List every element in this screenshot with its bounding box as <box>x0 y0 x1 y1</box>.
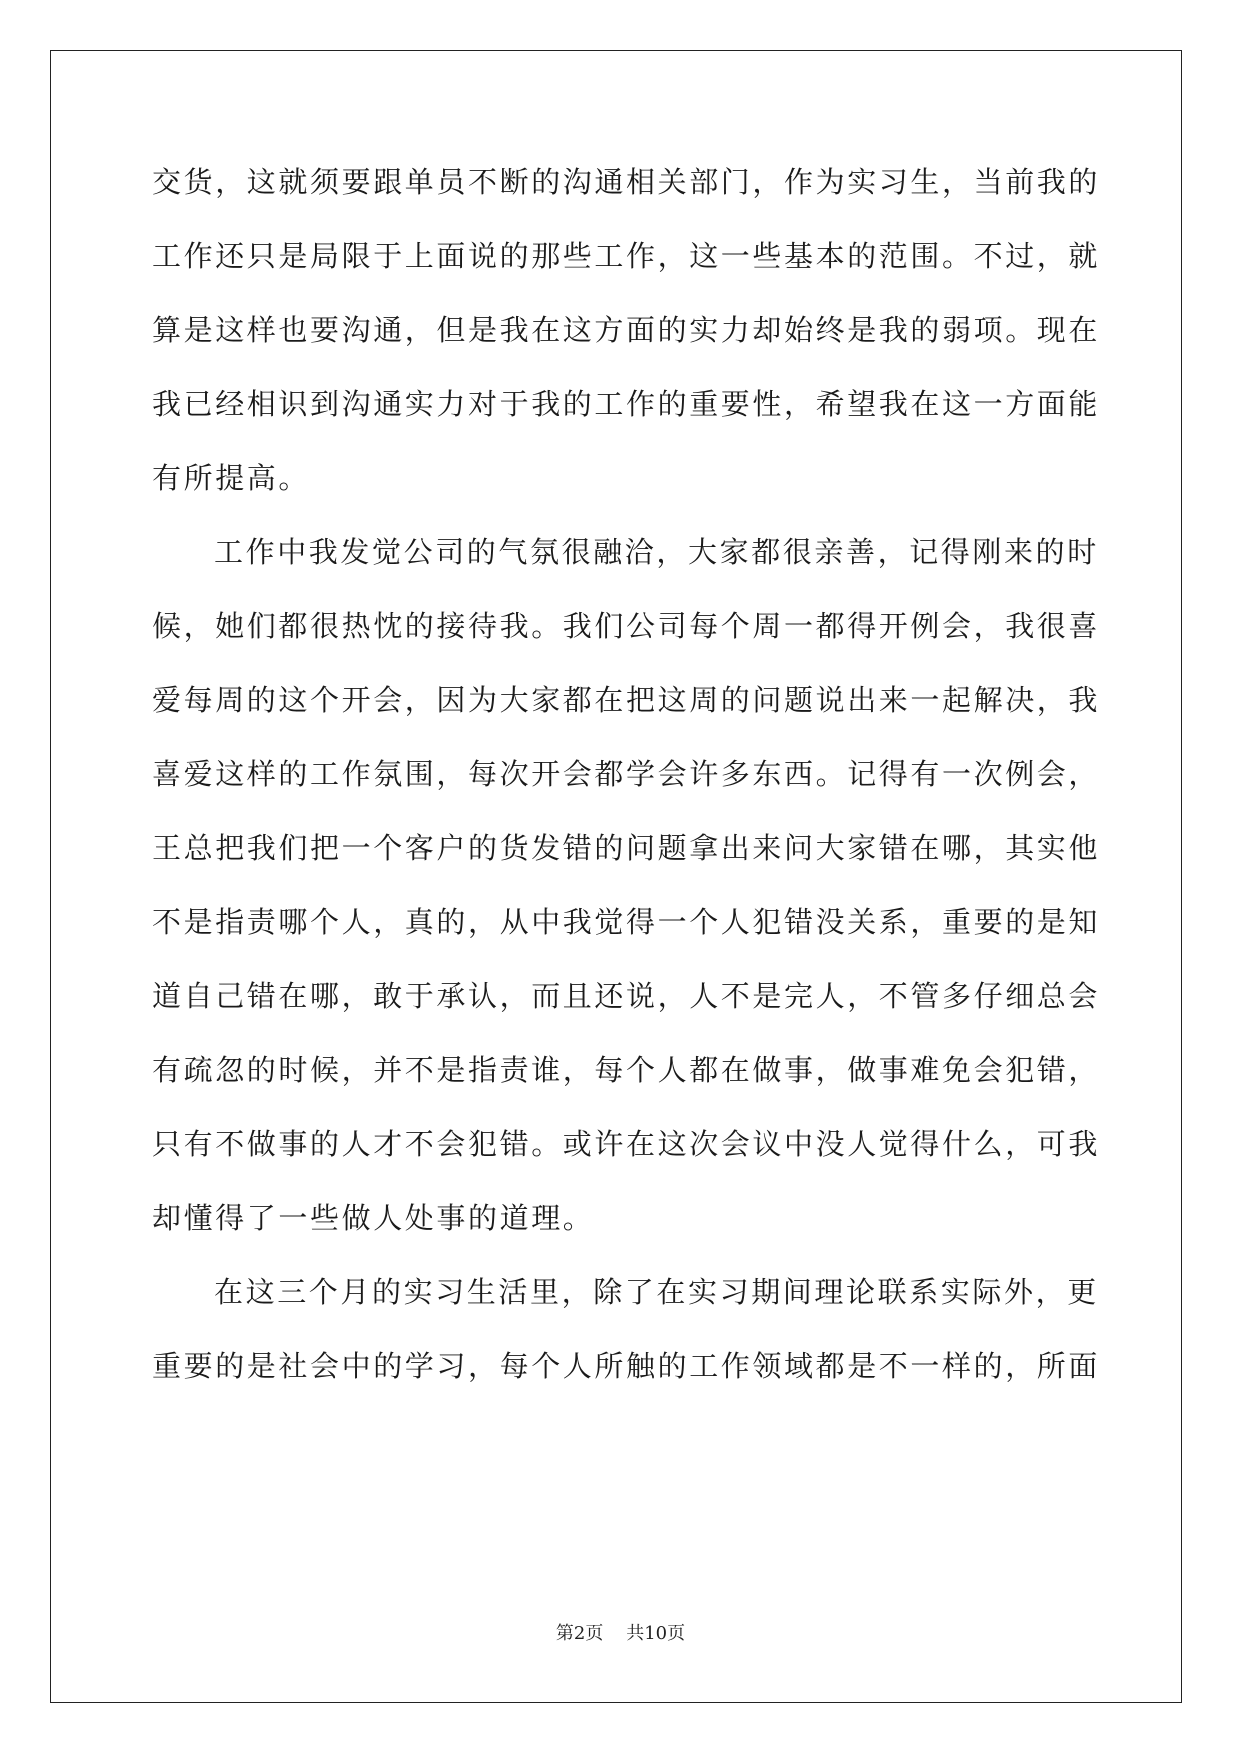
text-line: 有所提高。 <box>152 461 311 495</box>
text-line: 算是这样也要沟通，但是我在这方面的实力却始终是我的弱项。现在 <box>152 313 1101 347</box>
page-footer <box>0 1619 1241 1645</box>
text-line: 却懂得了一些做人处事的道理。 <box>152 1201 595 1235</box>
text-line: 重要的是社会中的学习，每个人所触的工作领域都是不一样的，所面 <box>152 1349 1101 1383</box>
text-line: 道自己错在哪，敢于承认，而且还说，人不是完人，不管多仔细总会 <box>152 979 1101 1013</box>
text-line: 有疏忽的时候，并不是指责谁，每个人都在做事，做事难免会犯错， <box>152 1053 1101 1087</box>
text-line: 喜爱这样的工作氛围，每次开会都学会许多东西。记得有一次例会， <box>152 757 1101 791</box>
text-line: 交货，这就须要跟单员不断的沟通相关部门，作为实习生，当前我的 <box>152 165 1101 199</box>
text-line: 不是指责哪个人，真的，从中我觉得一个人犯错没关系，重要的是知 <box>152 905 1101 939</box>
page-total: 共10页 <box>626 1623 686 1644</box>
paragraph-first-line: 在这三个月的实习生活里，除了在实习期间理论联系实际外，更 <box>214 1275 1099 1309</box>
text-line: 我已经相识到沟通实力对于我的工作的重要性，希望我在这一方面能 <box>152 387 1101 421</box>
paragraph-first-line: 工作中我发觉公司的气氛很融洽，大家都很亲善，记得刚来的时 <box>214 535 1099 569</box>
text-line: 只有不做事的人才不会犯错。或许在这次会议中没人觉得什么，可我 <box>152 1127 1101 1161</box>
text-line: 工作还只是局限于上面说的那些工作，这一些基本的范围。不过，就 <box>152 239 1101 273</box>
page-number: 第2页 <box>555 1623 604 1644</box>
page-border <box>50 50 1182 1703</box>
text-line: 王总把我们把一个客户的货发错的问题拿出来问大家错在哪，其实他 <box>152 831 1101 865</box>
text-line: 爱每周的这个开会，因为大家都在把这周的问题说出来一起解决，我 <box>152 683 1101 717</box>
text-line: 候，她们都很热忱的接待我。我们公司每个周一都得开例会，我很喜 <box>152 609 1101 643</box>
